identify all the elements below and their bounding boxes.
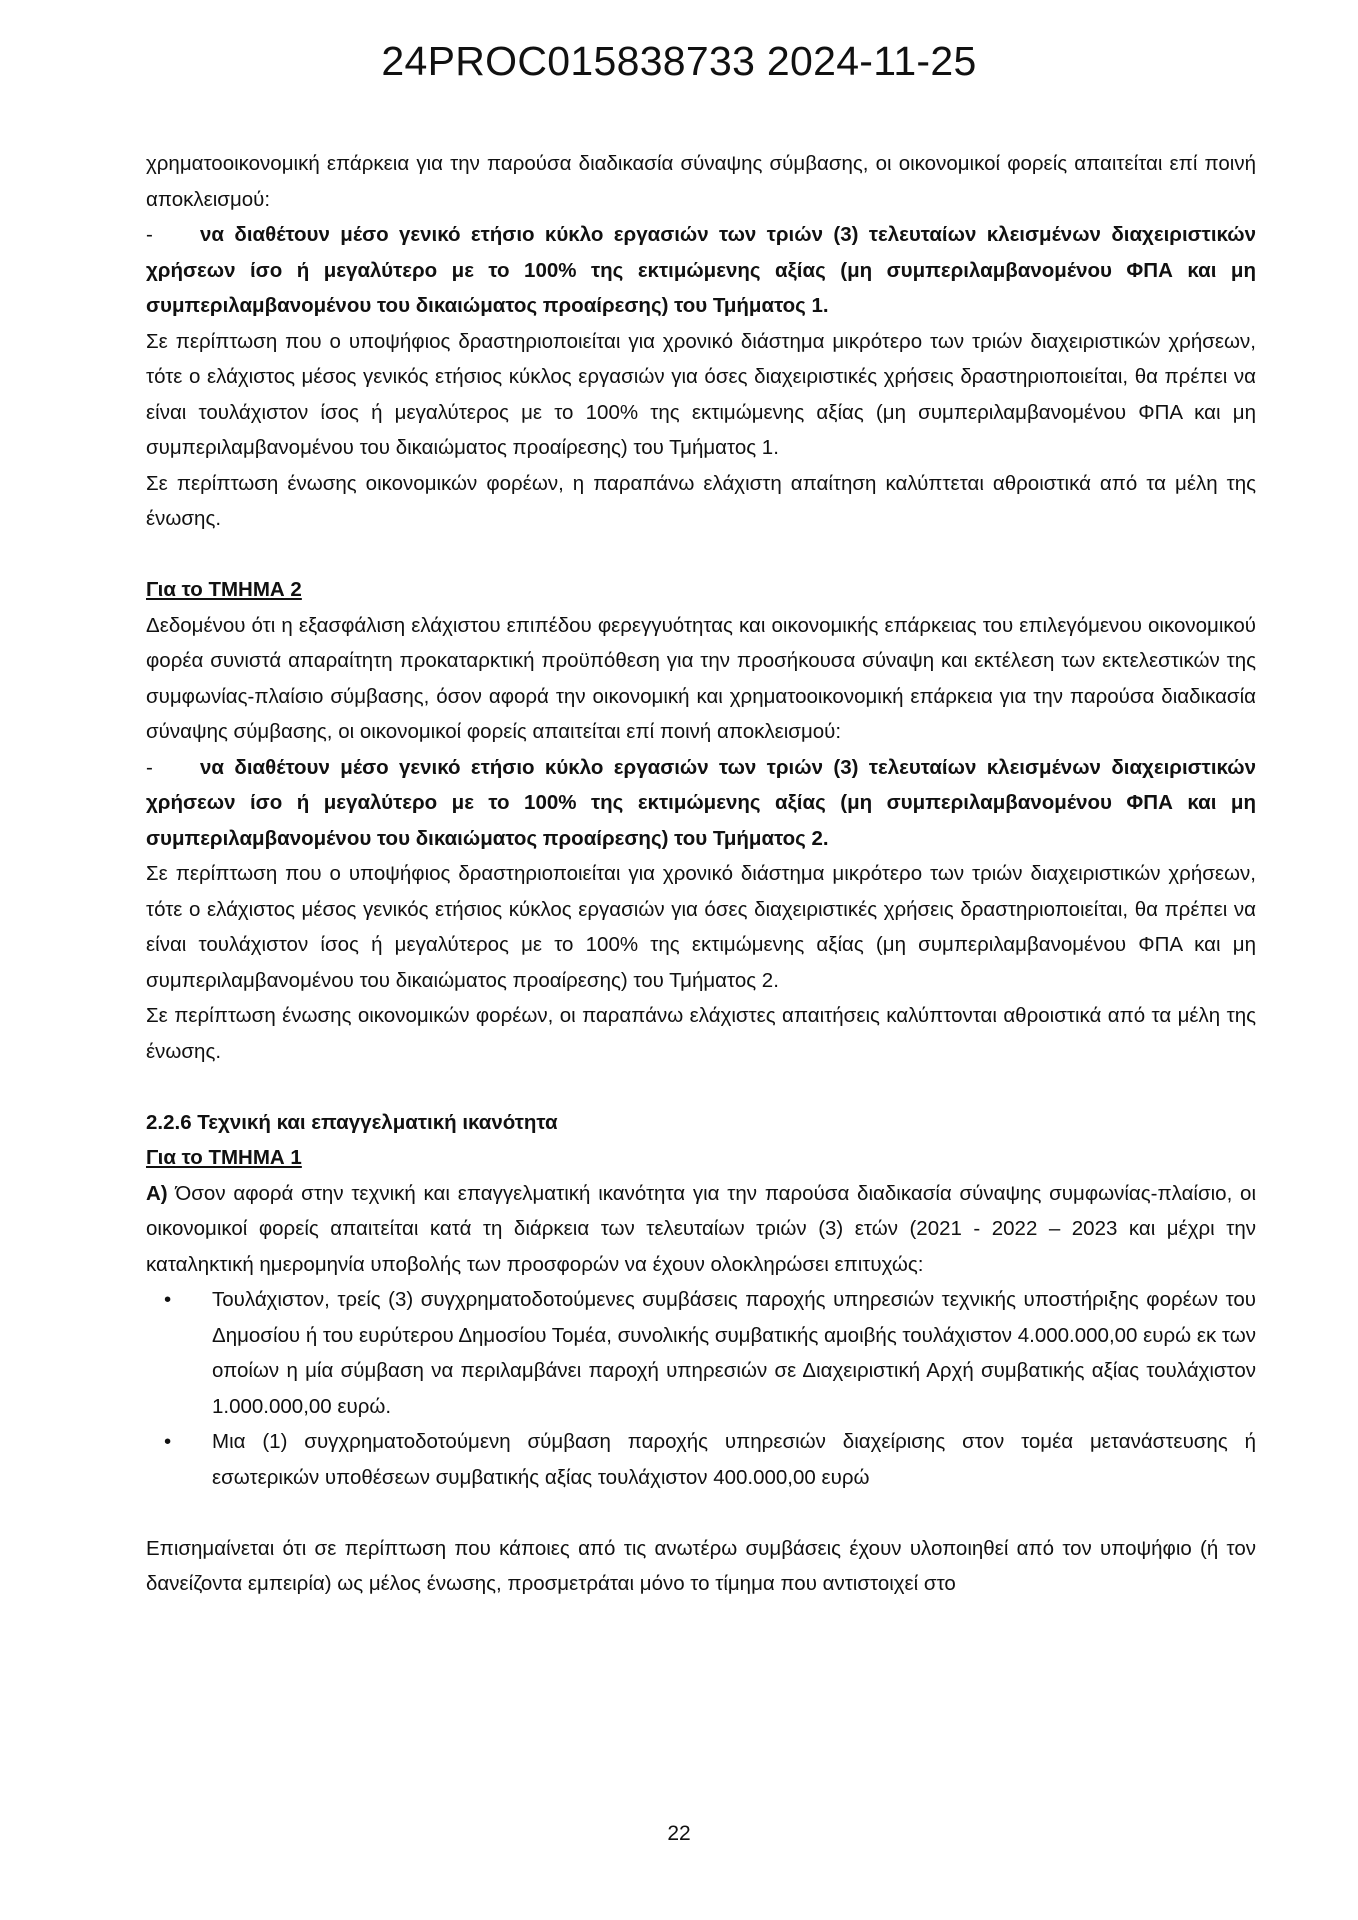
section-b-requirement-item: - να διαθέτουν μέσο γενικό ετήσιο κύκλο εργασιών των τριών (3) τελευταίων κλεισμένων διαχειριστικών χρήσεων ίσο ή μεγαλύτερο με το 100% της εκτιμώμενης αξίας (μη συμπεριλαμβανομένου ΦΠΑ και μη συμπεριλαμβανομένου του δικαιώματος προαίρεσης) του Τμήματος 2. [146,750,1256,857]
list-item [146,1424,1256,1495]
section-c-subheading: Για το ΤΜΗΜΑ 1 [146,1146,302,1169]
section-b-requirement: να διαθέτουν μέσο γενικό ετήσιο κύκλο εργασιών των τριών (3) τελευταίων κλεισμένων διαχειριστικών χρήσεων ίσο ή μεγαλύτερο με το 100% της εκτιμώμενης αξίας (μη συμπεριλαμβανομένου ΦΠΑ και μη συμπεριλαμβανομένου του δικαιώματος προαίρεσης) του Τμήματος 2. [146,755,1256,850]
section-c-label-a: Α) [146,1181,168,1205]
document-reference-code: 24PROC015838733 2024-11-25 [381,38,977,84]
bullet-text: Μια (1) συγχρηματοδοτούμενη σύμβαση παροχής υπηρεσιών διαχείρισης στον τομέα μετανάστευσης ή εσωτερικών υποθέσεων συμβατικής αξίας τουλάχιστον 400.000,00 ευρώ [212,1430,1256,1489]
section-b-intro: Δεδομένου ότι η εξασφάλιση ελάχιστου επιπέδου φερεγγυότητας και οικονομικής επάρκειας του επιλεγόμενου οικονομικού φορέα συνιστά απαραίτητη προκαταρκτική προϋπόθεση για την προσήκουσα σύναψη και εκτέλεση των εκτελεστικών της συμφωνίας-πλαίσιο σύμβασης, όσον αφορά την οικονομική και χρηματοοικονομική επάρκεια για την παρούσα διαδικασία σύναψης σύμβασης, οι οικονομικοί φορείς απαιτείται επί ποινή αποκλεισμού: [146,613,1256,743]
section-a-case-shorter: Σε περίπτωση που ο υποψήφιος δραστηριοποιείται για χρονικό διάστημα μικρότερο των τριών διαχειριστικών χρήσεων, τότε ο ελάχιστος μέσος γενικός ετήσιος κύκλος εργασιών για όσες διαχειριστικές χρήσεις δραστηριοποιείται, θα πρέπει να είναι τουλάχιστον ίσος ή μεγαλύτερος με το 100% της εκτιμώμενης αξίας (μη συμπεριλαμβανομένου ΦΠΑ και μη συμπεριλαμβανομένου του δικαιώματος προαίρεσης) του Τμήματος 1. [146,329,1256,459]
document-body [146,146,1256,1602]
section-c-heading: 2.2.6 Τεχνική και επαγγελματική ικανότητα [146,1110,558,1134]
section-b-case-shorter: Σε περίπτωση που ο υποψήφιος δραστηριοποιείται για χρονικό διάστημα μικρότερο των τριών διαχειριστικών χρήσεων, τότε ο ελάχιστος μέσος γενικός ετήσιος κύκλος εργασιών για όσες διαχειριστικές χρήσεις δραστηριοποιείται, θα πρέπει να είναι τουλάχιστον ίσος ή μεγαλύτερος με το 100% της εκτιμώμενης αξίας (μη συμπεριλαμβανομένου ΦΠΑ και μη συμπεριλαμβανομένου του δικαιώματος προαίρεσης) του Τμήματος 2. [146,862,1256,992]
section-b-heading: Για το ΤΜΗΜΑ 2 [146,578,302,601]
section-c-bullet-list [146,1282,1256,1495]
bullet-icon: • [164,1430,172,1453]
bullet-text: Τουλάχιστον, τρείς (3) συγχρηματοδοτούμενες συμβάσεις παροχής υπηρεσιών τεχνικής υποστήριξης φορέων του Δημοσίου ή του ευρύτερου Δημοσίου Τομέα, συνολικής συμβατικής αμοιβής τουλάχιστον 4.000.000,00 ευρώ εκ των οποίων η μία σύμβαση να περιλαμβάνει παροχή υπηρεσιών σε Διαχειριστική Αρχή συμβατικής αξίας τουλάχιστον 1.000.000,00 ευρώ. [212,1288,1256,1418]
spacer [146,1069,1256,1105]
bullet-icon: • [164,1288,172,1311]
list-item [146,1282,1256,1424]
section-c-intro: Όσον αφορά στην τεχνική και επαγγελματική ικανότητα για την παρούσα διαδικασία σύναψης συμφωνίας-πλαίσιο, οι οικονομικοί φορείς απαιτείται κατά τη διάρκεια των τελευταίων τριών (3) ετών (2021 - 2022 – 2023 και μέχρι την καταληκτική ημερομηνία υποβολής των προσφορών να έχουν ολοκληρώσει επιτυχώς: [146,1181,1256,1276]
section-b-case-union: Σε περίπτωση ένωσης οικονομικών φορέων, οι παραπάνω ελάχιστες απαιτήσεις καλύπτονται αθροιστικά από τα μέλη της ένωσης. [146,1004,1256,1063]
section-a-requirement: να διαθέτουν μέσο γενικό ετήσιο κύκλο εργασιών των τριών (3) τελευταίων κλεισμένων διαχειριστικών χρήσεων ίσο ή μεγαλύτερο με το 100% της εκτιμώμενης αξίας (μη συμπεριλαμβανομένου ΦΠΑ και μη συμπεριλαμβανομένου του δικαιώματος προαίρεσης) του Τμήματος 1. [146,223,1256,317]
section-a-intro: χρηματοοικονομική επάρκεια για την παρούσα διαδικασία σύναψης σύμβασης, οι οικονομικοί φορείς απαιτείται επί ποινή αποκλεισμού: [146,152,1256,211]
section-c-intro-paragraph [146,1176,1256,1283]
section-c-closing: Επισημαίνεται ότι σε περίπτωση που κάποιες από τις ανωτέρω συμβάσεις έχουν υλοποιηθεί από τον υποψήφιο (ή τον δανείζοντα εμπειρία) ως μέλος ένωσης, προσμετράται μόνο το τίμημα που αντιστοιχεί στο [146,1536,1256,1595]
spacer [146,537,1256,573]
section-a-requirement-item: - να διαθέτουν μέσο γενικό ετήσιο κύκλο εργασιών των τριών (3) τελευταίων κλεισμένων διαχειριστικών χρήσεων ίσο ή μεγαλύτερο με το 100% της εκτιμώμενης αξίας (μη συμπεριλαμβανομένου ΦΠΑ και μη συμπεριλαμβανομένου του δικαιώματος προαίρεσης) του Τμήματος 1. [146,217,1256,324]
spacer [146,1495,1256,1531]
page-number: 22 [667,1822,691,1845]
section-a-case-union: Σε περίπτωση ένωσης οικονομικών φορέων, η παραπάνω ελάχιστη απαίτηση καλύπτεται αθροιστικά από τα μέλη της ένωσης. [146,471,1256,530]
